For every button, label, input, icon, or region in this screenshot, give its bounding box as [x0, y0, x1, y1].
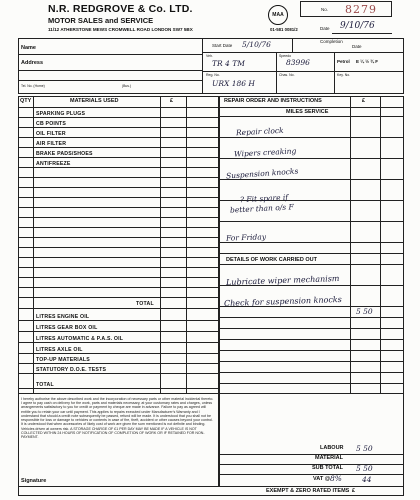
- table-rule: [18, 237, 218, 238]
- start-date-label: Start Date: [212, 43, 233, 48]
- subtotal-label: SUB TOTAL: [312, 465, 343, 471]
- table-rule: [18, 117, 218, 118]
- vat-rate: 8%: [330, 474, 342, 483]
- exempt-label: EXEMPT & ZERO RATED ITEMS: [266, 488, 350, 494]
- materials-currency-header: £: [170, 98, 174, 104]
- instruction-3: Suspension knocks: [225, 166, 299, 181]
- chassis-label: Chas. No.: [279, 73, 295, 77]
- table-rule: [18, 331, 218, 332]
- table-rule: [220, 383, 404, 384]
- instruction-1: Repair clock: [235, 125, 284, 138]
- item-brake-pads: BRAKE PADS/SHOES: [36, 151, 93, 157]
- oil-engine: LITRES ENGINE OIL: [36, 314, 90, 320]
- table-rule: [18, 217, 218, 218]
- instruction-6: For Friday: [225, 232, 267, 243]
- total-currency: £: [352, 488, 356, 494]
- work-line-1: Lubricate wiper mechanism: [225, 274, 340, 287]
- table-rule: [18, 308, 218, 309]
- company-tagline: MOTOR SALES and SERVICE: [48, 16, 154, 25]
- maa-logo: [268, 5, 288, 25]
- signature-label: Signature: [21, 478, 47, 484]
- table-rule: [18, 342, 218, 343]
- table-rule: [220, 116, 404, 117]
- table-rule: [18, 388, 218, 389]
- table-rule: [18, 363, 218, 364]
- instruction-4: ? Fit spare if: [239, 192, 289, 205]
- company-name: N.R. REDGROVE & Co. LTD.: [48, 3, 193, 15]
- table-rule: [18, 177, 218, 178]
- materials-header: MATERIALS USED: [70, 98, 119, 104]
- form-number-box: [300, 1, 392, 17]
- table-rule: [18, 207, 218, 208]
- company-phone: 01-581 0081/2: [270, 27, 298, 32]
- table-rule: [18, 147, 218, 148]
- item-cb-points: CB POINTS: [36, 121, 67, 127]
- table-rule: [220, 221, 404, 222]
- table-rule: [18, 167, 218, 168]
- materials-total-label: TOTAL: [136, 301, 154, 307]
- top-up-materials: TOP-UP MATERIALS: [36, 357, 90, 363]
- table-rule: [18, 277, 218, 278]
- date-field: [300, 19, 392, 35]
- doe-tests: STATUTORY D.O.E. TESTS: [36, 367, 107, 373]
- details-of-work-label: DETAILS OF WORK CARRIED OUT: [226, 257, 317, 263]
- vat-label: VAT @: [313, 476, 331, 482]
- top-form-frame: [18, 38, 404, 94]
- item-air-filter: AIR FILTER: [36, 141, 67, 147]
- table-rule: [220, 179, 404, 180]
- table-rule: [220, 372, 404, 373]
- table-rule: [220, 242, 404, 243]
- table-rule: [220, 361, 404, 362]
- table-rule: [18, 127, 218, 128]
- table-rule: [18, 267, 218, 268]
- labour-label: LABOUR: [320, 445, 344, 451]
- table-rule: [18, 287, 218, 288]
- table-rule: [18, 353, 218, 354]
- table-rule: [220, 328, 404, 329]
- material-label: MATERIAL: [315, 455, 344, 461]
- table-rule: [18, 107, 404, 108]
- table-rule: [220, 264, 404, 265]
- table-rule: [220, 137, 404, 138]
- form-number-label: No.: [321, 7, 329, 12]
- subtotal-value: 5 50: [356, 464, 373, 473]
- work-price: 5 50: [356, 307, 373, 316]
- table-rule: [18, 137, 218, 138]
- instruction-2: Wipers creaking: [233, 146, 297, 159]
- name-label: Name: [21, 45, 36, 51]
- table-rule: [18, 320, 218, 321]
- item-antifreeze: ANTIFREEZE: [36, 161, 71, 167]
- table-rule: [220, 339, 404, 340]
- oil-axle: LITRES AXLE OIL: [36, 347, 83, 353]
- table-rule: [18, 227, 218, 228]
- item-sparking-plugs: SPARKING PLUGS: [36, 111, 86, 117]
- oil-gearbox: LITRES GEAR BOX OIL: [36, 325, 98, 331]
- table-rule: [18, 157, 218, 158]
- labour-value: 5 50: [356, 444, 373, 453]
- completion-date-label: Date: [352, 44, 362, 49]
- address-label: Address: [21, 60, 44, 66]
- table-rule: [18, 297, 218, 298]
- vat-value: 44: [362, 475, 372, 484]
- tel-home-label: Tel. No. (Home): [21, 84, 45, 88]
- start-date-value: 5/10/76: [242, 40, 271, 49]
- speedo-value: 83996: [286, 58, 310, 67]
- qty-header: QTY: [20, 98, 32, 104]
- reg-value: URX 186 H: [212, 79, 255, 88]
- form-number-value: 8279: [345, 3, 377, 16]
- petrol-label: Petrol: [337, 59, 350, 64]
- make-label: Veh.: [206, 54, 214, 58]
- work-line-2: Check for suspension knocks: [223, 294, 342, 309]
- total2-label: TOTAL: [36, 382, 54, 388]
- table-rule: [220, 253, 404, 254]
- table-rule: [220, 317, 404, 318]
- oil-automatic: LITRES AUTOMATIC & P.A.S. OIL: [36, 336, 124, 342]
- miles-service-label: MILES SERVICE: [286, 109, 329, 115]
- table-rule: [18, 373, 218, 374]
- table-rule: [18, 257, 218, 258]
- maa-logo-text: MAA: [272, 12, 284, 18]
- tel-bus-label: (Bus.): [122, 84, 132, 88]
- table-rule: [220, 158, 404, 159]
- table-rule: [18, 187, 218, 188]
- terms-text: I hereby authorise the above described work and the incorporation of necessary parts or other material incidental thereto. I agree to pay cash on delivery for the work, parts and materials necessary, at your customary rates and charges, unless arrangements satisfactory to you for credit or payment by cheque are made in advance. Failure to pay as agreed will entitle you to retain your car until payment. This applies to repairs executed under Manufacturer's Warranty and I understand that should a credit note subsequently be passed, refund will be made. It is understood that you shall not be responsible for loss or damage to vehicles or contents in case of fire, theft, accident or other causes beyond your control. It is understood that when accessories of likely cost of work are given the sum mentioned is not definite and binding. Vehicles driven at owners risk. A STORAGE CHARGE OF £1 PER DAY MAY BE MADE IF A VEHICLE IS NOT COLLECTED WITHIN 24 HOURS OF NOTIFICATION OF COMPLETION OF WORK OR IF RETAINED FOR NON-PAYMENT.: [21, 397, 214, 440]
- table-rule: [220, 350, 404, 351]
- make-value: TR 4 TM: [212, 59, 245, 68]
- instruction-5: better than o/s F: [229, 202, 294, 215]
- key-label: Key. No.: [337, 73, 351, 77]
- repair-currency-header: £: [362, 98, 366, 104]
- table-rule: [18, 247, 218, 248]
- table-rule: [18, 197, 218, 198]
- date-value: 9/10/76: [340, 21, 375, 31]
- company-address: 11/12 ATHERSTONE MEWS CROMWELL ROAD LONDON SW7 5BX: [48, 27, 193, 32]
- repair-header: REPAIR ORDER AND INSTRUCTIONS: [224, 98, 322, 104]
- completion-label: Completion: [320, 39, 343, 44]
- date-label: Date: [320, 26, 330, 31]
- speedo-label: Speedo: [279, 54, 292, 58]
- reg-label: Reg. No.: [206, 73, 220, 77]
- petrol-gauge: E ¼ ½ ¾ F: [356, 59, 379, 64]
- item-oil-filter: OIL FILTER: [36, 131, 66, 137]
